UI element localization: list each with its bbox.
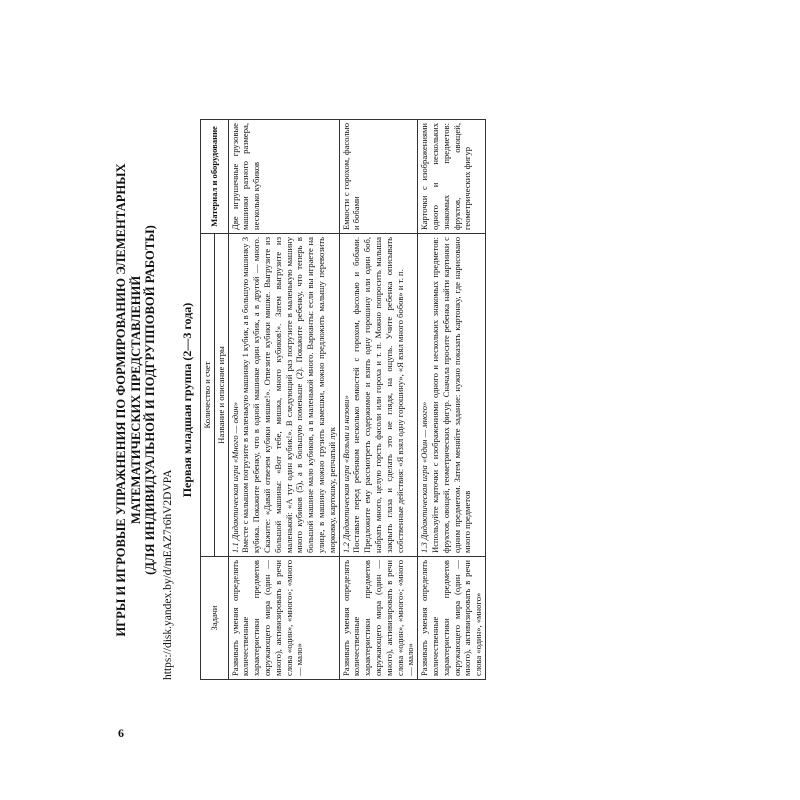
page-number: 6 xyxy=(118,726,124,740)
table-row xyxy=(418,120,486,680)
task-cell: Развивать умения определять количественные характеристики предметов окружающего мира (один — много), активизировать в речи слова «один», «много» xyxy=(418,557,486,680)
header-games: Название и описание игры xyxy=(214,234,228,557)
material-cell: Емкости с горохом, фасолью и бобами xyxy=(339,120,418,234)
title-line: ИГРЫ И ИГРОВЫЕ УПРАЖНЕНИЯ ПО ФОРМИРОВАНИЮ ЭЛЕМЕНТАРНЫХ xyxy=(114,163,128,637)
game-description: Вместе с малышом погрузите в маленькую машинку 1 кубик, а в большую машинку 3 кубика. Покажите ребенку, что в одной машинке один кубик, а в другой — много. Скажите: «Давай отвезем кубики мишке!». Отвезите кубики мишке. Выгрузите из большой машины: «Вот тебе, мишка, много кубиков!». Затем выгрузите из маленькой: «А тут один кубик!». В следующий раз погрузите в маленькую машину много кубиков (5), а в большую поменьше (2). Покажите ребенку, что теперь в большой машине мало кубиков, а в маленькой много. Варианты: если вы играете на улице, в машину можно грузить камешки, можно предложить малышу перевозить морковку, картошку, репчатый лук xyxy=(240,237,337,553)
title-line: (ДЛЯ ИНДИВИДУАЛЬНОЙ И ПОДГРУППОВОЙ РАБОТЫ) xyxy=(143,225,157,575)
game-cell xyxy=(228,234,339,557)
game-description: Используйте карточки с изображениями одного и нескольких знакомых предметов: фруктов, овощей, геометрических фигур. Сначала просите ребенка найти картинки с одним предметом. Затем меняйте задание: нужно показать картонку, где нарисовано много предметов xyxy=(429,237,473,553)
header-row xyxy=(201,120,215,680)
task-cell: Развивать умения определять количественные характеристики предметов окружающего мира (один — много), активизировать в речи слова «один», «много»; «много — мало» xyxy=(228,557,339,680)
document-title xyxy=(114,120,158,680)
header-section: Количество и счет xyxy=(201,234,215,557)
source-link[interactable]: https://disk.yandex.by/d/mEAZ7r6hV2DVPA xyxy=(162,469,174,680)
task-cell: Развивать умения определять количественные характеристики предметов окружающего мира (один — много), активизировать в речи слова «один», «много»; «много — мало» xyxy=(339,557,418,680)
header-tasks: Задачи xyxy=(201,557,229,680)
table-row xyxy=(228,120,339,680)
game-cell xyxy=(339,234,418,557)
game-title: 1.1 Дидактическая игра «Много — один» xyxy=(229,402,240,553)
game-description: Поставьте перед ребенком несколько емкостей с горохом, фасолью и бобами. Предложите ему рассмотреть содержимое и взять одну горошину или один боб, набрать много, целую горсть фасоли или гороха и т. п. Можно попросить малыша закрыть глаза и сделать это не глядя, на ощупь. Учите ребенка описывать собственные действия: «Я взял одну горошину», «Я взял много бобов» и т. п. xyxy=(351,237,405,553)
game-title: 1.2 Дидактическая игра «Возьми и назови» xyxy=(340,395,351,553)
group-heading: Первая младшая группа (2—3 года) xyxy=(180,302,194,498)
material-cell: Карточки с изображениями одного и нескольких знакомых предметов: фруктов, овощей, геометрических фигур xyxy=(418,120,486,234)
game-cell xyxy=(418,234,486,557)
header-materials: Материал и оборудование xyxy=(201,120,229,234)
exercises-table xyxy=(200,119,486,680)
rotated-content xyxy=(100,120,700,680)
title-line: МАТЕМАТИЧЕСКИХ ПРЕДСТАВЛЕНИЙ xyxy=(128,275,143,525)
table-row xyxy=(339,120,418,680)
material-cell: Две игрушечные грузовые машинки разного размера, несколько кубиков xyxy=(228,120,339,234)
game-title: 1.3 Дидактическая игра «Один — много» xyxy=(419,401,430,553)
